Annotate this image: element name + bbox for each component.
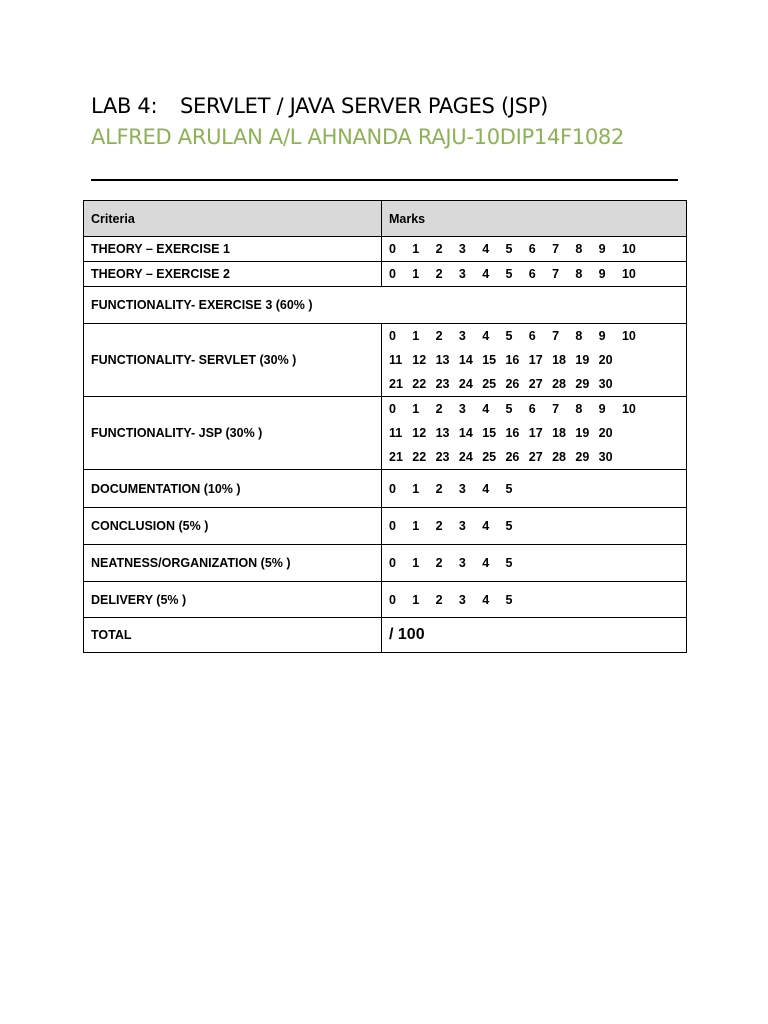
mark-option[interactable]: 4 <box>482 481 490 496</box>
mark-option[interactable]: 15 <box>482 426 497 440</box>
mark-option[interactable]: 4 <box>482 267 490 281</box>
mark-option[interactable]: 0 <box>389 592 396 607</box>
mark-option[interactable]: 1 <box>412 242 420 256</box>
total-value[interactable]: / 100 <box>382 618 687 653</box>
table-row <box>84 545 687 582</box>
mark-option[interactable]: 29 <box>575 377 590 391</box>
mark-option[interactable]: 5 <box>505 402 513 416</box>
criteria-cell: FUNCTIONALITY- SERVLET (30% ) <box>84 324 382 397</box>
mark-option[interactable]: 7 <box>552 242 560 256</box>
lab-topic: SERVLET / JAVA SERVER PAGES (JSP) <box>180 94 549 118</box>
mark-option[interactable]: 4 <box>482 242 490 256</box>
lab-title <box>91 94 548 118</box>
mark-option[interactable]: 3 <box>458 242 466 256</box>
mark-option[interactable]: 27 <box>528 450 543 464</box>
mark-option[interactable]: 1 <box>412 402 420 416</box>
mark-option[interactable]: 10 <box>621 242 636 256</box>
mark-option[interactable]: 22 <box>412 450 427 464</box>
mark-option[interactable]: 0 <box>389 402 396 416</box>
table-row <box>84 582 687 618</box>
marks-cell <box>382 262 687 287</box>
mark-option[interactable]: 9 <box>598 329 606 343</box>
mark-option[interactable]: 6 <box>528 242 536 256</box>
marks-scale-line <box>389 482 679 496</box>
marks-scale-line <box>389 421 679 445</box>
mark-option[interactable]: 4 <box>482 556 490 570</box>
mark-option[interactable]: 29 <box>575 450 590 464</box>
mark-option[interactable]: 19 <box>575 353 590 367</box>
mark-option[interactable]: 4 <box>482 402 490 416</box>
mark-option[interactable]: 24 <box>458 450 473 464</box>
rubric-body <box>84 237 687 653</box>
mark-option[interactable]: 4 <box>482 592 490 607</box>
mark-option[interactable]: 1 <box>412 267 420 281</box>
mark-option[interactable]: 30 <box>598 377 613 391</box>
table-row <box>84 262 687 287</box>
mark-option[interactable]: 2 <box>435 242 443 256</box>
marks-cell <box>382 237 687 262</box>
mark-option[interactable]: 8 <box>575 329 583 343</box>
mark-option[interactable]: 5 <box>505 519 513 533</box>
mark-option[interactable]: 13 <box>435 426 450 440</box>
student-name: ALFRED ARULAN A/L AHNANDA RAJU-10DIP14F1082 <box>91 125 625 149</box>
mark-option[interactable]: 9 <box>598 242 606 256</box>
marks-cell <box>382 397 687 470</box>
mark-option[interactable]: 30 <box>598 450 613 464</box>
mark-option[interactable]: 8 <box>575 267 583 281</box>
mark-option[interactable]: 25 <box>482 377 497 391</box>
mark-option[interactable]: 8 <box>575 402 583 416</box>
mark-option[interactable]: 0 <box>389 267 396 281</box>
mark-option[interactable]: 28 <box>552 450 566 464</box>
mark-option[interactable]: 1 <box>412 592 420 607</box>
mark-option[interactable]: 8 <box>575 242 583 256</box>
mark-option[interactable]: 0 <box>389 481 396 496</box>
marks-scale-line <box>389 445 679 469</box>
mark-option[interactable]: 1 <box>412 519 420 533</box>
table-row <box>84 508 687 545</box>
mark-option[interactable]: 23 <box>435 450 450 464</box>
marks-scale-line <box>389 267 679 281</box>
mark-option[interactable]: 12 <box>412 426 427 440</box>
table-row <box>84 237 687 262</box>
criteria-cell: FUNCTIONALITY- JSP (30% ) <box>84 397 382 470</box>
mark-option[interactable]: 10 <box>621 402 636 416</box>
mark-option[interactable]: 20 <box>598 426 613 440</box>
mark-option[interactable]: 2 <box>435 592 443 607</box>
marks-cell <box>382 582 687 618</box>
mark-option[interactable]: 16 <box>505 426 520 440</box>
mark-option[interactable]: 22 <box>412 377 427 391</box>
mark-option[interactable]: 14 <box>458 426 473 440</box>
total-row <box>84 618 687 653</box>
mark-option[interactable]: 4 <box>482 519 490 533</box>
mark-option[interactable]: 5 <box>505 242 513 256</box>
marking-rubric-table <box>83 200 687 653</box>
lab-number: LAB 4: <box>91 94 158 118</box>
mark-option[interactable]: 3 <box>458 592 466 607</box>
mark-option[interactable]: 2 <box>435 267 443 281</box>
divider-line <box>91 179 678 181</box>
mark-option[interactable]: 3 <box>458 402 466 416</box>
mark-option[interactable]: 2 <box>435 329 443 343</box>
criteria-header: Criteria <box>84 201 382 237</box>
marks-scale-line <box>389 242 679 256</box>
marks-scale-line <box>389 593 679 607</box>
mark-option[interactable]: 9 <box>598 267 606 281</box>
criteria-cell: FUNCTIONALITY- EXERCISE 3 (60% ) <box>84 287 687 324</box>
mark-option[interactable]: 7 <box>552 267 560 281</box>
mark-option[interactable]: 14 <box>458 353 473 367</box>
mark-option[interactable]: 28 <box>552 377 566 391</box>
mark-option[interactable]: 25 <box>482 450 497 464</box>
mark-option[interactable]: 16 <box>505 353 520 367</box>
mark-option[interactable]: 7 <box>552 402 560 416</box>
mark-option[interactable]: 4 <box>482 329 490 343</box>
marks-cell <box>382 324 687 397</box>
mark-option[interactable]: 0 <box>389 519 396 533</box>
mark-option[interactable]: 17 <box>528 353 543 367</box>
table-row <box>84 324 687 397</box>
marks-scale-line <box>389 556 679 570</box>
mark-option[interactable]: 0 <box>389 242 396 256</box>
mark-option[interactable]: 17 <box>528 426 543 440</box>
mark-option[interactable]: 11 <box>389 426 403 440</box>
mark-option[interactable]: 1 <box>412 329 420 343</box>
mark-option[interactable]: 3 <box>458 556 466 570</box>
mark-option[interactable]: 7 <box>552 329 560 343</box>
criteria-cell: THEORY – EXERCISE 1 <box>84 237 382 262</box>
mark-option[interactable]: 26 <box>505 377 520 391</box>
marks-cell <box>382 508 687 545</box>
marks-cell <box>382 545 687 582</box>
marks-scale-line <box>389 372 679 396</box>
criteria-cell: THEORY – EXERCISE 2 <box>84 262 382 287</box>
criteria-cell: DOCUMENTATION (10% ) <box>84 470 382 508</box>
mark-option[interactable]: 10 <box>621 267 636 281</box>
mark-option[interactable]: 0 <box>389 556 396 570</box>
mark-option[interactable]: 0 <box>389 329 396 343</box>
marks-header: Marks <box>382 201 687 237</box>
marks-scale-line <box>389 348 679 372</box>
criteria-cell: DELIVERY (5% ) <box>84 582 382 618</box>
mark-option[interactable]: 21 <box>389 377 403 391</box>
mark-option[interactable]: 21 <box>389 450 403 464</box>
mark-option[interactable]: 5 <box>505 267 513 281</box>
mark-option[interactable]: 12 <box>412 353 427 367</box>
marks-scale-line <box>389 324 679 348</box>
mark-option[interactable]: 6 <box>528 402 536 416</box>
table-row <box>84 470 687 508</box>
criteria-cell: NEATNESS/ORGANIZATION (5% ) <box>84 545 382 582</box>
marks-cell <box>382 470 687 508</box>
mark-option[interactable]: 18 <box>552 353 566 367</box>
marks-scale-line <box>389 519 679 533</box>
mark-option[interactable]: 5 <box>505 329 513 343</box>
mark-option[interactable]: 6 <box>528 329 536 343</box>
marks-scale-line <box>389 397 679 421</box>
mark-option[interactable]: 1 <box>412 481 420 496</box>
mark-option[interactable]: 23 <box>435 377 450 391</box>
mark-option[interactable]: 15 <box>482 353 497 367</box>
mark-option[interactable]: 9 <box>598 402 606 416</box>
table-row <box>84 287 687 324</box>
mark-option[interactable]: 18 <box>552 426 566 440</box>
mark-option[interactable]: 10 <box>621 329 636 343</box>
criteria-cell: CONCLUSION (5% ) <box>84 508 382 545</box>
mark-option[interactable]: 24 <box>458 377 473 391</box>
mark-option[interactable]: 6 <box>528 267 536 281</box>
mark-option[interactable]: 2 <box>435 556 443 570</box>
mark-option[interactable]: 2 <box>435 481 443 496</box>
mark-option[interactable]: 3 <box>458 267 466 281</box>
mark-option[interactable]: 2 <box>435 402 443 416</box>
mark-option[interactable]: 3 <box>458 519 466 533</box>
mark-option[interactable]: 5 <box>505 556 513 570</box>
mark-option[interactable]: 26 <box>505 450 520 464</box>
mark-option[interactable]: 27 <box>528 377 543 391</box>
mark-option[interactable]: 1 <box>412 556 420 570</box>
mark-option[interactable]: 5 <box>505 481 513 496</box>
mark-option[interactable]: 3 <box>458 329 466 343</box>
table-row <box>84 397 687 470</box>
total-label: TOTAL <box>84 618 382 653</box>
mark-option[interactable]: 11 <box>389 353 403 367</box>
mark-option[interactable]: 5 <box>505 592 513 607</box>
mark-option[interactable]: 2 <box>435 519 443 533</box>
table-header-row <box>84 201 687 237</box>
mark-option[interactable]: 19 <box>575 426 590 440</box>
mark-option[interactable]: 20 <box>598 353 613 367</box>
mark-option[interactable]: 3 <box>458 481 466 496</box>
mark-option[interactable]: 13 <box>435 353 450 367</box>
